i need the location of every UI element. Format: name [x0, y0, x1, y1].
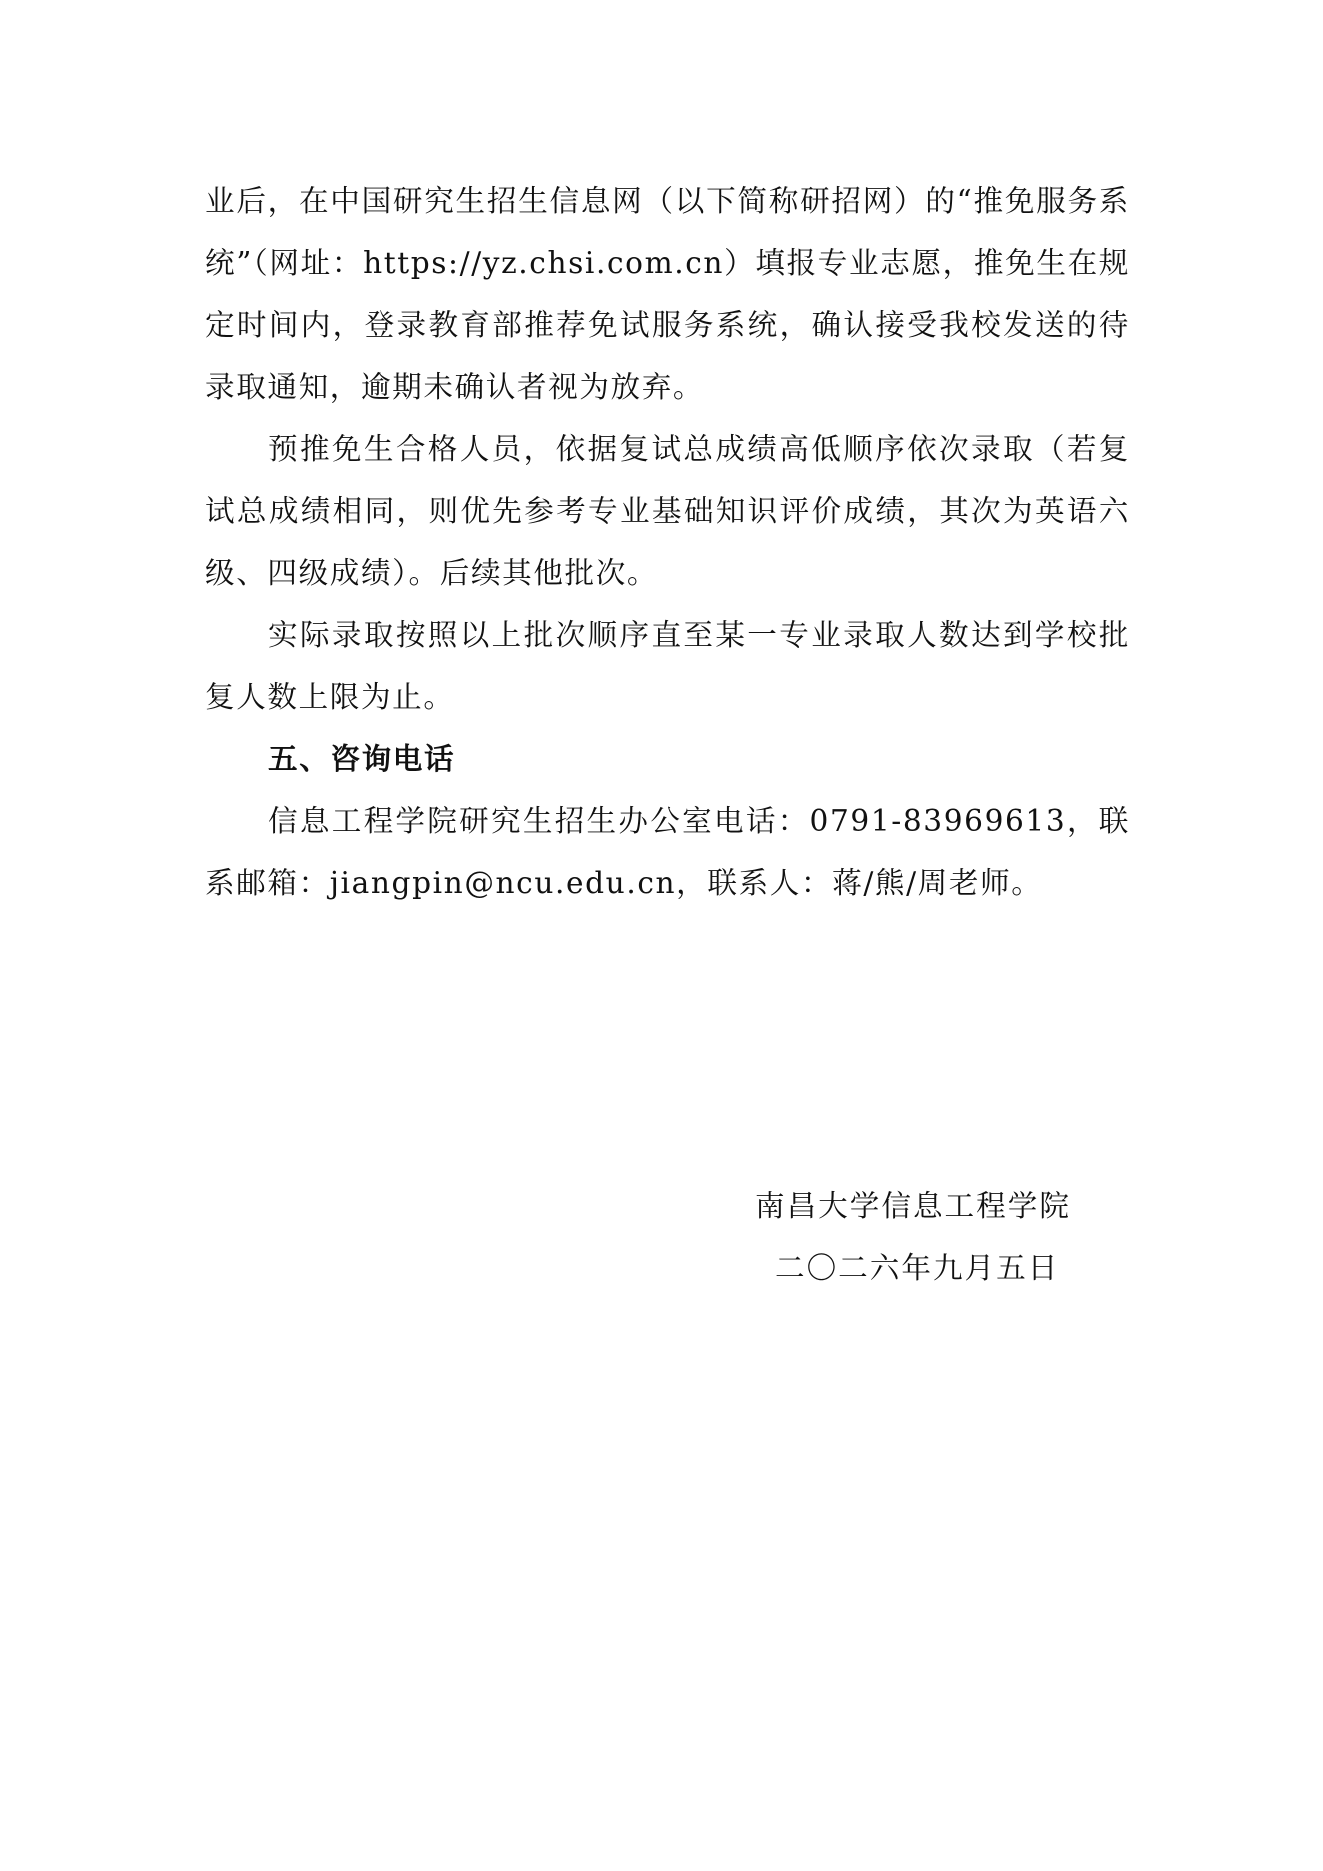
paragraph-admission-limit: 实际录取按照以上批次顺序直至某一专业录取人数达到学校批复人数上限为止。 — [205, 618, 1130, 714]
signature-organization: 南昌大学信息工程学院 — [755, 1189, 1071, 1223]
signature-block — [755, 1175, 1135, 1299]
paragraph-contact-info: 信息工程学院研究生招生办公室电话：0791-83969613，联系邮箱：jiangpin@ncu.edu.cn，联系人：蒋/熊/周老师。 — [205, 804, 1130, 900]
signature-date: 二〇二六年九月五日 — [775, 1251, 1060, 1285]
paragraph-recommendation-procedure: 业后，在中国研究生招生信息网（以下简称研招网）的“推免服务系统”（网址：https://yz.chsi.com.cn）填报专业志愿，推免生在规定时间内，登录教育部推荐免试服务系统，确认接受我校发送的待录取通知，逾期未确认者视为放弃。 — [205, 184, 1130, 404]
section-heading-consultation: 五、咨询电话 — [268, 742, 456, 776]
paragraph-admission-order: 预推免生合格人员，依据复试总成绩高低顺序依次录取（若复试总成绩相同，则优先参考专业基础知识评价成绩，其次为英语六级、四级成绩）。后续其他批次。 — [205, 432, 1130, 590]
document-body — [205, 170, 1130, 914]
